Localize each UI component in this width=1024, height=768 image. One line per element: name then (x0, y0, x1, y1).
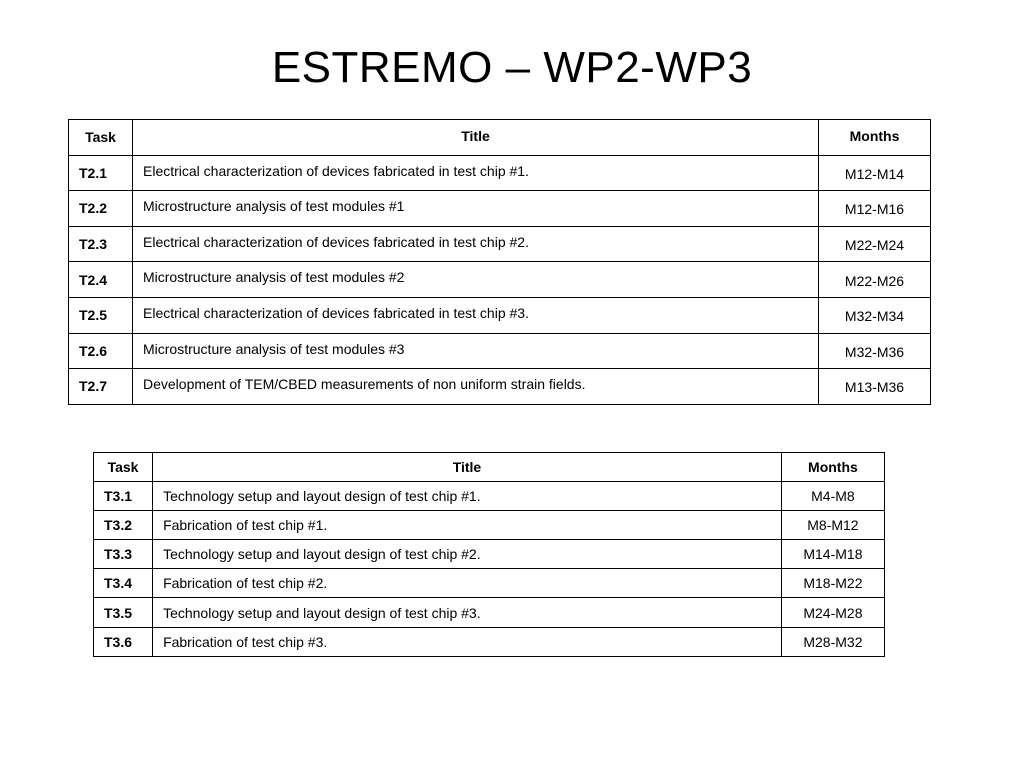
task-months: M32-M34 (819, 297, 931, 333)
header-months: Months (781, 453, 884, 482)
table-row (94, 598, 885, 627)
task-title: Technology setup and layout design of test chip #3. (153, 598, 782, 627)
table-row (69, 369, 931, 405)
task-months: M4-M8 (781, 482, 884, 511)
task-title: Development of TEM/CBED measurements of non uniform strain fields. (133, 369, 819, 405)
task-id: T3.5 (94, 598, 153, 627)
task-title: Microstructure analysis of test modules #3 (133, 333, 819, 369)
header-months: Months (819, 120, 931, 156)
task-id: T2.3 (69, 226, 133, 262)
header-title: Title (133, 120, 819, 156)
header-task: Task (69, 120, 133, 156)
task-months: M32-M36 (819, 333, 931, 369)
task-months: M22-M24 (819, 226, 931, 262)
table-row (69, 191, 931, 227)
header-title: Title (153, 453, 782, 482)
task-months: M13-M36 (819, 369, 931, 405)
task-id: T3.1 (94, 482, 153, 511)
table-row (69, 262, 931, 298)
table-row (69, 333, 931, 369)
task-title: Fabrication of test chip #3. (153, 627, 782, 656)
task-months: M12-M16 (819, 191, 931, 227)
task-id: T3.3 (94, 540, 153, 569)
table-row (94, 627, 885, 656)
task-id: T3.4 (94, 569, 153, 598)
table-row (69, 226, 931, 262)
slide-title: ESTREMO – WP2-WP3 (271, 43, 753, 92)
task-title: Microstructure analysis of test modules #2 (133, 262, 819, 298)
task-id: T2.5 (69, 297, 133, 333)
task-months: M14-M18 (781, 540, 884, 569)
task-months: M18-M22 (781, 569, 884, 598)
table-header-row (69, 120, 931, 156)
task-title: Microstructure analysis of test modules #1 (133, 191, 819, 227)
task-id: T2.4 (69, 262, 133, 298)
task-months: M12-M14 (819, 155, 931, 191)
task-title: Electrical characterization of devices fabricated in test chip #1. (133, 155, 819, 191)
table-row (69, 297, 931, 333)
task-title: Technology setup and layout design of test chip #1. (153, 482, 782, 511)
task-title: Fabrication of test chip #2. (153, 569, 782, 598)
wp3-task-table (93, 452, 885, 657)
task-title: Electrical characterization of devices fabricated in test chip #2. (133, 226, 819, 262)
task-id: T2.2 (69, 191, 133, 227)
wp2-task-table (68, 119, 931, 405)
task-id: T3.6 (94, 627, 153, 656)
table-header-row (94, 453, 885, 482)
task-months: M28-M32 (781, 627, 884, 656)
task-id: T2.7 (69, 369, 133, 405)
task-months: M24-M28 (781, 598, 884, 627)
task-id: T2.1 (69, 155, 133, 191)
table-row (94, 540, 885, 569)
task-id: T2.6 (69, 333, 133, 369)
task-months: M22-M26 (819, 262, 931, 298)
header-task: Task (94, 453, 153, 482)
task-months: M8-M12 (781, 511, 884, 540)
table-row (94, 482, 885, 511)
table-row (69, 155, 931, 191)
task-title: Technology setup and layout design of test chip #2. (153, 540, 782, 569)
task-title: Electrical characterization of devices fabricated in test chip #3. (133, 297, 819, 333)
table-row (94, 511, 885, 540)
table-row (94, 569, 885, 598)
task-id: T3.2 (94, 511, 153, 540)
task-title: Fabrication of test chip #1. (153, 511, 782, 540)
